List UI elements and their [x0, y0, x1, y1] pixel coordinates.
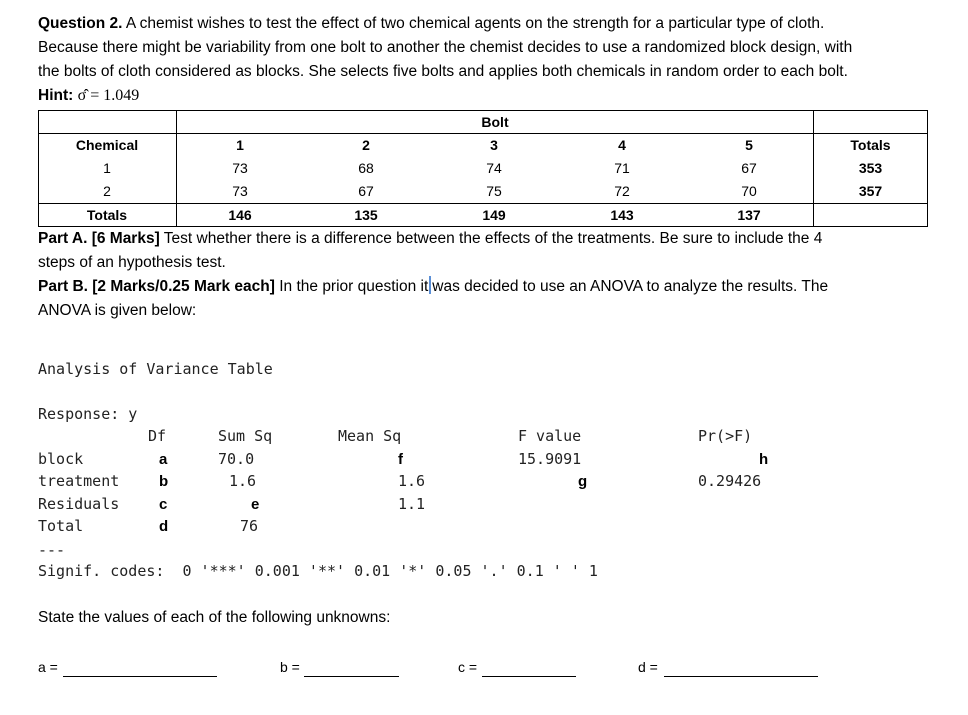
table-cell: 75	[486, 183, 502, 199]
part-b-line-1	[38, 275, 828, 299]
question-line-1	[38, 12, 824, 36]
question-line-3: the bolts of cloth considered as blocks. She selects five bolts and applies both chemicals in random order to each bolt.	[38, 63, 848, 80]
anova-sumsq: 70.0	[218, 450, 255, 468]
anova-pr: 0.29426	[698, 472, 762, 490]
anova-header-sumsq: Sum Sq	[218, 427, 273, 445]
instruction-text: State the values of each of the following unknowns:	[38, 609, 391, 626]
row-total: 353	[858, 160, 883, 176]
answer-a-label: a =	[38, 659, 58, 675]
table-cell: 73	[232, 160, 248, 176]
answer-c-label: c =	[458, 659, 478, 675]
unknown-b: b	[159, 473, 169, 490]
unknown-h: h	[759, 451, 769, 468]
totals-header: Totals	[850, 137, 891, 153]
chemical-1-label: 1	[103, 160, 111, 176]
question-line-2: Because there might be variability from one bolt to another the chemist decides to use a randomized block design, with	[38, 39, 853, 56]
totals-row-label: Totals	[86, 207, 128, 223]
anova-header-meansq: Mean Sq	[338, 427, 402, 445]
part-b-label: Part B. [2 Marks/0.25 Mark each]	[38, 278, 275, 295]
unknown-d: d	[159, 518, 169, 535]
answer-d-label: d =	[638, 659, 658, 675]
chemical-header: Chemical	[75, 137, 139, 153]
question-label: Question 2.	[38, 15, 123, 32]
table-cell: 71	[614, 160, 630, 176]
anova-header-df: Df	[148, 427, 167, 445]
answer-d-input[interactable]	[664, 676, 818, 677]
part-b-line-2: ANOVA is given below:	[38, 302, 197, 319]
hint-value: σ̂ = 1.049	[77, 87, 140, 104]
table-cell: 70	[741, 183, 757, 199]
text-cursor	[429, 276, 431, 294]
unknown-c: c	[159, 496, 168, 513]
anova-sumsq: 76	[240, 517, 259, 535]
table-cell: 68	[358, 160, 374, 176]
part-a-label: Part A. [6 Marks]	[38, 230, 160, 247]
bolt-header: Bolt	[481, 114, 509, 130]
anova-source: Total	[38, 517, 84, 535]
part-a-line-1	[38, 227, 822, 251]
table-cell: 72	[614, 183, 630, 199]
anova-fvalue: 15.9091	[518, 450, 582, 468]
part-b-text-1b: was decided to use an ANOVA to analyze the results. The	[432, 278, 829, 295]
anova-header-fvalue: F value	[518, 427, 582, 445]
row-total: 357	[858, 183, 883, 199]
column-total: 143	[610, 207, 634, 223]
bolt-5-header: 5	[745, 137, 753, 153]
anova-separator: ---	[38, 541, 66, 559]
question-text-1: A chemist wishes to test the effect of two chemical agents on the strength for a particular type of cloth.	[125, 15, 825, 32]
anova-source: treatment	[38, 472, 120, 490]
column-total: 146	[228, 207, 252, 223]
column-total: 135	[354, 207, 378, 223]
bolt-2-header: 2	[362, 137, 370, 153]
signif-codes: Signif. codes: 0 '***' 0.001 '**' 0.01 '*' 0.05 '.' 0.1 ' ' 1	[38, 562, 598, 580]
table-cell: 73	[232, 183, 248, 199]
answer-b-label: b =	[280, 659, 300, 675]
anova-meansq: 1.6	[398, 472, 426, 490]
anova-source: Residuals	[38, 495, 120, 513]
bolt-1-header: 1	[236, 137, 244, 153]
bolt-4-header: 4	[618, 137, 626, 153]
column-total: 149	[482, 207, 506, 223]
hint-label: Hint:	[38, 87, 74, 104]
part-a-text-1: Test whether there is a difference between the effects of the treatments. Be sure to include the 4	[159, 230, 823, 247]
table-cell: 67	[741, 160, 757, 176]
unknown-g: g	[578, 473, 588, 490]
part-a-line-2: steps of an hypothesis test.	[38, 254, 226, 271]
hint-line	[38, 84, 139, 108]
chemical-2-label: 2	[103, 183, 111, 199]
anova-response: Response: y	[38, 405, 138, 423]
answer-c-input[interactable]	[482, 676, 576, 677]
table-cell: 74	[486, 160, 502, 176]
unknown-a: a	[159, 451, 168, 468]
answer-a-input[interactable]	[63, 676, 217, 677]
answer-b-input[interactable]	[304, 676, 399, 677]
anova-title: Analysis of Variance Table	[38, 360, 273, 378]
anova-source: block	[38, 450, 84, 468]
anova-meansq: 1.1	[398, 495, 426, 513]
column-total: 137	[737, 207, 761, 223]
anova-sumsq: 1.6	[229, 472, 257, 490]
part-b-text-1a: In the prior question it	[274, 278, 429, 295]
unknown-e: e	[251, 496, 260, 513]
unknown-f: f	[398, 451, 403, 468]
bolt-3-header: 3	[490, 137, 498, 153]
anova-header-pr: Pr(>F)	[698, 427, 753, 445]
table-cell: 67	[358, 183, 374, 199]
